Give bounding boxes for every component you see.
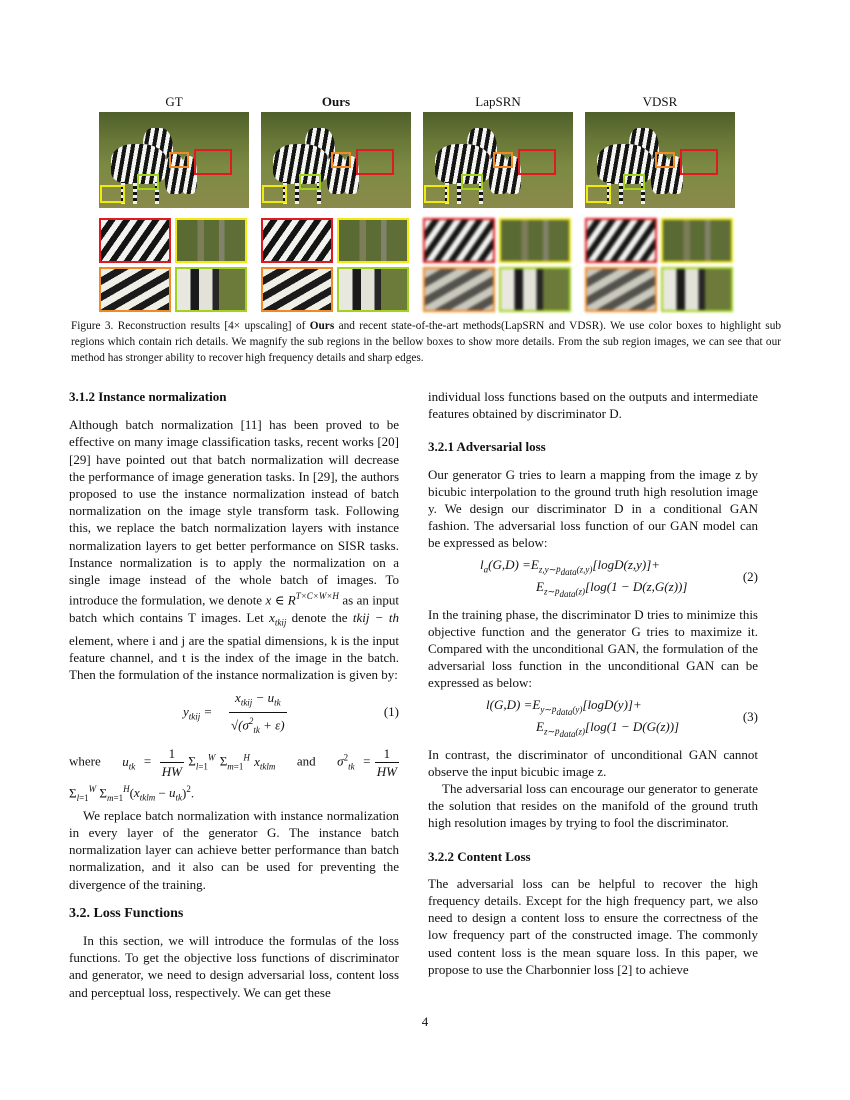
highlight-box-orange — [493, 152, 513, 168]
crop-orange — [423, 267, 495, 312]
highlight-box-red — [356, 149, 394, 175]
equation-3: $l(G,D) =E_{y\sim p_{data}(y)}[\log D(y)]+$ $E_{z\sim p_{data}(z)}[\log(1 - D(G(z))]$ (3) — [486, 696, 758, 740]
figure-label-vdsr: VDSR — [642, 94, 678, 109]
highlight-box-yellow — [262, 185, 287, 203]
figure-column-gt — [99, 94, 249, 312]
equation-1-number: (1) — [383, 704, 399, 720]
highlight-box-yellow — [424, 185, 449, 203]
crop-yellow — [499, 218, 571, 263]
highlight-box-orange — [331, 152, 351, 168]
crop-red — [585, 218, 657, 263]
equation-3-number: (3) — [742, 708, 758, 724]
highlight-box-red — [518, 149, 556, 175]
highlight-box-lime — [623, 174, 645, 190]
paragraph-encourage: The adversarial loss can encourage our generator to generate the solution that resides on the manifold of the ground truth high resolution images by trying to fool the discriminator. — [428, 781, 758, 831]
zebra-image-ours — [261, 112, 411, 208]
figure-column-vdsr — [585, 94, 735, 312]
crop-lime — [499, 267, 571, 312]
highlight-box-orange — [655, 152, 675, 168]
crop-orange — [261, 267, 333, 312]
zebra-image-lapsrn — [423, 112, 573, 208]
highlight-box-lime — [461, 174, 483, 190]
zebra-image-gt — [99, 112, 249, 208]
zebra-image-vdsr — [585, 112, 735, 208]
zoom-crops-gt — [99, 218, 249, 312]
figure-label-lapsrn: LapSRN — [475, 94, 521, 109]
paragraph-loss-functions: In this section, we will introduce the formulas of the loss functions. To get the objective loss functions of discriminator and generator, we need to design adversarial loss, content loss and perceptual loss, respectively. We can get these — [69, 932, 399, 1000]
zoom-crops-lapsrn — [423, 218, 573, 312]
section-heading-3-2: 3.2. Loss Functions — [69, 905, 184, 921]
figure-label-gt: GT — [165, 94, 183, 109]
figure-column-lapsrn — [423, 94, 573, 312]
figure-label-ours: Ours — [321, 94, 351, 109]
crop-yellow — [175, 218, 247, 263]
paragraph-training-phase: In the training phase, the discriminator D tries to minimize this objective function and the generator G tries to maximize it. Compared with the unconditional GAN, the formulation of the adversarial loss function in the unconditional GAN can be expressed as below: — [428, 606, 758, 691]
equation-2: $l_a(G,D) =E_{z,y\sim p_{data}(z,y)}[\log D(z,y)]+$ $E_{z\sim p_{data}(z)}[\log(1 - D(z,G(z))]$ (2) — [480, 556, 758, 600]
crop-orange — [99, 267, 171, 312]
section-heading-3-1-2: 3.1.2 Instance normalization — [69, 389, 227, 404]
crop-lime — [337, 267, 409, 312]
right-column — [428, 388, 758, 978]
crop-orange — [585, 267, 657, 312]
zoom-crops-vdsr — [585, 218, 735, 312]
paragraph-adversarial: Our generator G tries to learn a mapping from the image z by bicubic interpolation to the ground truth high resolution image y. We design our discriminator D in a conditional GAN fashion. The adversarial loss function of our GAN model can be expressed as below: — [428, 466, 758, 551]
crop-red — [99, 218, 171, 263]
zoom-crops-ours — [261, 218, 411, 312]
highlight-box-lime — [299, 174, 321, 190]
crop-yellow — [661, 218, 733, 263]
paragraph-where: where $u_{tk}$ = $\frac{1}{HW}$ $\Sigma_{l=1}^W$ $\Sigma_{m=1}^H$ $x_{tklm}$ and $\sigma^2_{tk}$ = $\frac{1}{HW}$ $\Sigma_{l=1}^W$ $\Sigma_{m=1}^H(x_{tklm} - u_{tk})^2$. — [69, 746, 397, 803]
paragraph-instance-norm: Although batch normalization [11] has been proved to be effective on many image classification tasks, recent works [20] [29] have pointed out that batch normalization will decrease the performance of image generation tasks. In [29], the authors proposed to use the instance normalization instead of batch normalization on the image style transform task. Following this, we replace the batch normalization layers with instance normalization layers to get better performance on SISR tasks. Instance normalization is to apply the normalization on a single image instead of the whole batch of images. To introduce the formulation, we denote x ∈ $R^{T\times C\times W\times H}$ as an input batch which contains T images. Let $x_{tkij}$ denote the tkij − th element, where i and j are the spatial dimensions, k is the input feature channel, and t is the index of the image in the batch. Then the formulation of the instance normalization is given by: — [69, 417, 400, 682]
highlight-box-yellow — [100, 185, 125, 203]
section-heading-3-2-1: 3.2.1 Adversarial loss — [428, 439, 546, 455]
highlight-box-lime — [137, 174, 159, 190]
figure-column-ours — [261, 94, 411, 312]
highlight-box-red — [194, 149, 232, 175]
paragraph-in-contrast: In contrast, the discriminator of unconditional GAN cannot observe the input bicubic image z. — [428, 746, 758, 779]
section-heading-3-2-2: 3.2.2 Content Loss — [428, 848, 531, 864]
paragraph-replace-bn: We replace batch normalization with instance normalization in every layer of the generator G. The instance batch normalization layer can achieve better performance than batch normalization, and it also can be used for preventing the divergence of the training. — [69, 807, 399, 892]
crop-lime — [175, 267, 247, 312]
highlight-box-red — [680, 149, 718, 175]
crop-yellow — [337, 218, 409, 263]
highlight-box-yellow — [586, 185, 611, 203]
highlight-box-orange — [169, 152, 189, 168]
crop-red — [423, 218, 495, 263]
paragraph-content-loss: The adversarial loss can be helpful to recover the high frequency details. Except for the high frequency part, we also need to design a content loss to ensure the correctness of the low frequency part of the constructed image. The commonly used content loss is the mean square loss. In this paper, we propose to use the Charbonnier loss [2] to achieve — [428, 875, 758, 977]
figure-caption: Figure 3. Reconstruction results [4× upscaling] of Ours and recent state-of-the-art methods(LapSRN and VDSR). We use color boxes to highlight sub regions which contain rich details. We magnify the sub regions in the bellow boxes to show more details. From the sub region images, we can see that our method has stronger ability to recover high frequency details and sharp edges. — [71, 320, 781, 364]
page-number: 4 — [421, 1014, 429, 1029]
left-column — [69, 388, 399, 1001]
equation-2-number: (2) — [742, 568, 758, 584]
paragraph-loss-intro: individual loss functions based on the outputs and intermediate features obtained by discriminator D. — [428, 389, 758, 422]
crop-lime — [661, 267, 733, 312]
equation-1: $y_{tkij}$ = $x_{tkij} - u_{tk}$ $√(\sigma^2_{tk} + \varepsilon)$ (1) — [183, 690, 399, 735]
crop-red — [261, 218, 333, 263]
